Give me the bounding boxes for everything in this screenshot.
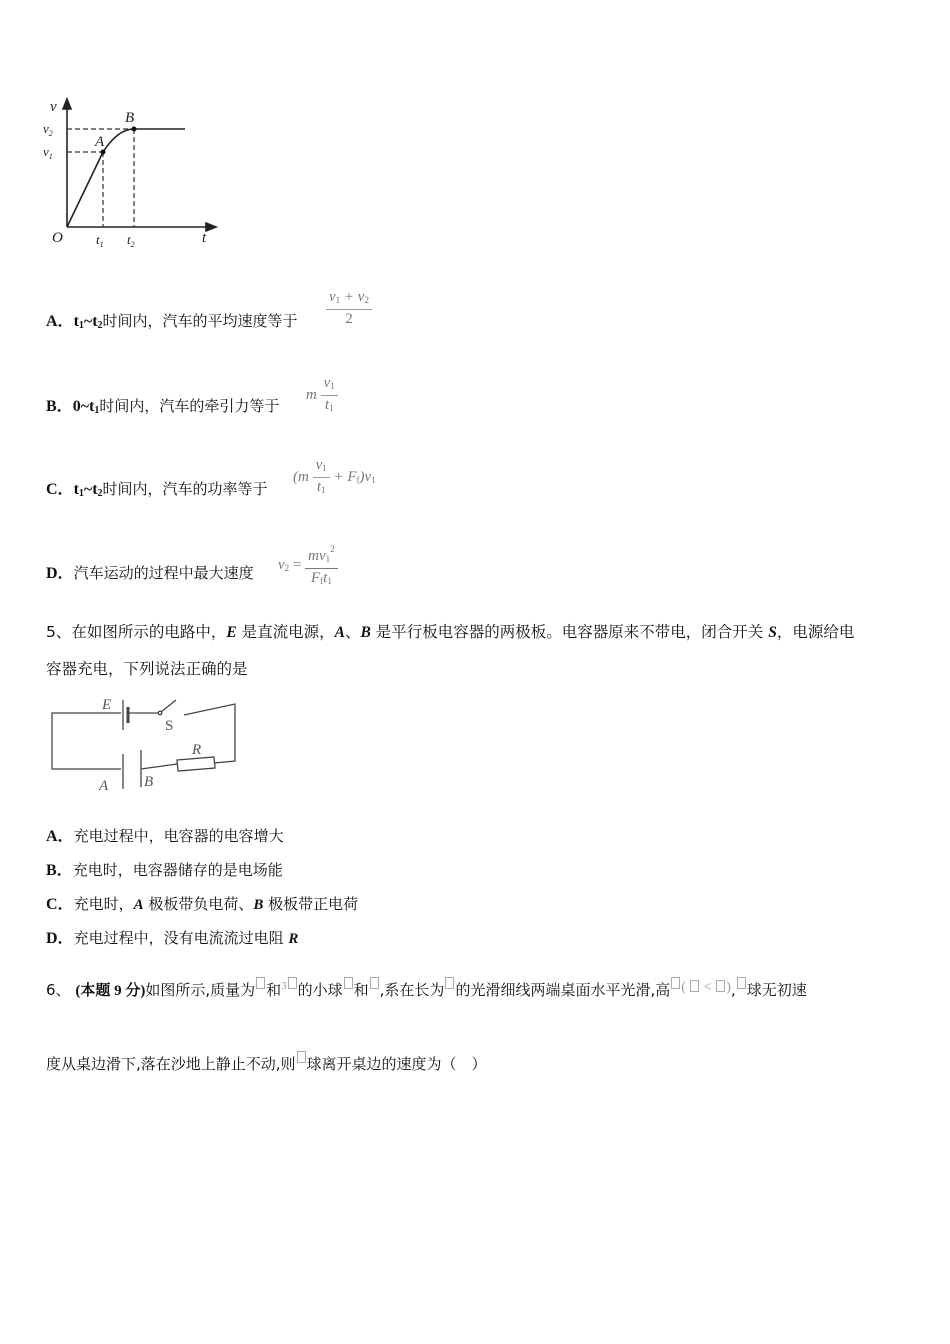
origin-label: O [52, 230, 63, 246]
formula-traction-force: m $\frac{v1}{t1}$ [306, 374, 338, 417]
point-b-label: B [125, 110, 135, 126]
q5-option-a: A．充电过程中，电容器的电容增大 [46, 827, 284, 845]
svg-text:t1: $t_1$ [96, 232, 104, 249]
q4-option-a: A．$t_1\sim t_2$时间内，汽车的平均速度等于 [46, 312, 298, 331]
plate-label-b: B [144, 774, 154, 790]
svg-text:t2: $t_2$ [127, 232, 135, 249]
formula-average-velocity: $\frac{v1 + v2}{2}$ [326, 288, 372, 328]
circuit-diagram [44, 690, 244, 800]
point-a-label: A [95, 134, 105, 150]
missing-glyph-icon [256, 977, 265, 989]
missing-glyph-icon [445, 977, 454, 989]
q5-stem-line1: 5、在如图所示的电路中，E 是直流电源，A、B 是平行板电容器的两极板。电容器原来不带电，闭合开关 S，电源给电 [46, 623, 855, 641]
plate-label-a: A [99, 778, 109, 794]
svg-text:v2: $v_2$ [43, 121, 53, 138]
formula-power: (m $\frac{v1}{t1}$ + Ff)v1 [293, 457, 376, 495]
resistor-label-r: R [192, 742, 202, 758]
switch-label-s: S [165, 718, 174, 734]
missing-glyph-icon [297, 1051, 306, 1063]
q6-stem-line2: 度从桌边滑下,落在沙地上静止不动,则 球离开桌边的速度为（ ） [46, 1051, 487, 1074]
q4-option-d: D．汽车运动的过程中最大速度 [46, 564, 254, 582]
q5-option-d: D．充电过程中，没有电流流过电阻 R [46, 929, 299, 947]
axis-v-label: v [50, 99, 57, 115]
q5-option-c: C．充电时，A 极板带负电荷、B 极板带正电荷 [46, 895, 359, 913]
battery-label-e: E [102, 697, 112, 713]
missing-glyph-icon [288, 977, 297, 989]
q5-option-b: B．充电时，电容器储存的是电场能 [46, 861, 283, 879]
missing-glyph-icon [370, 977, 379, 989]
q6-stem-line1: 6、 (本题 9 分)如图所示,质量为 和$^3$ 的小球 和 ,系在长为 的光滑细线两端桌面水平光滑,高 ( < ), 球无初速 [46, 976, 807, 1001]
formula-max-velocity: v2 = $\frac{mv1^2}{\text{Fft1}}$ [278, 540, 338, 590]
q4-option-b: B．$0\sim t_1$时间内，汽车的牵引力等于 [46, 397, 280, 416]
q4-option-c: C．$t_1\sim t_2$时间内，汽车的功率等于 [46, 480, 268, 499]
axis-t-label: t [202, 230, 207, 246]
missing-glyph-icon [737, 977, 746, 989]
svg-text:v1: $v_1$ [43, 144, 53, 161]
missing-glyph-icon [344, 977, 353, 989]
missing-glyph-icon [671, 977, 680, 989]
velocity-time-graph [40, 95, 230, 250]
q5-stem-line2: 容器充电，下列说法正确的是 [46, 660, 248, 678]
